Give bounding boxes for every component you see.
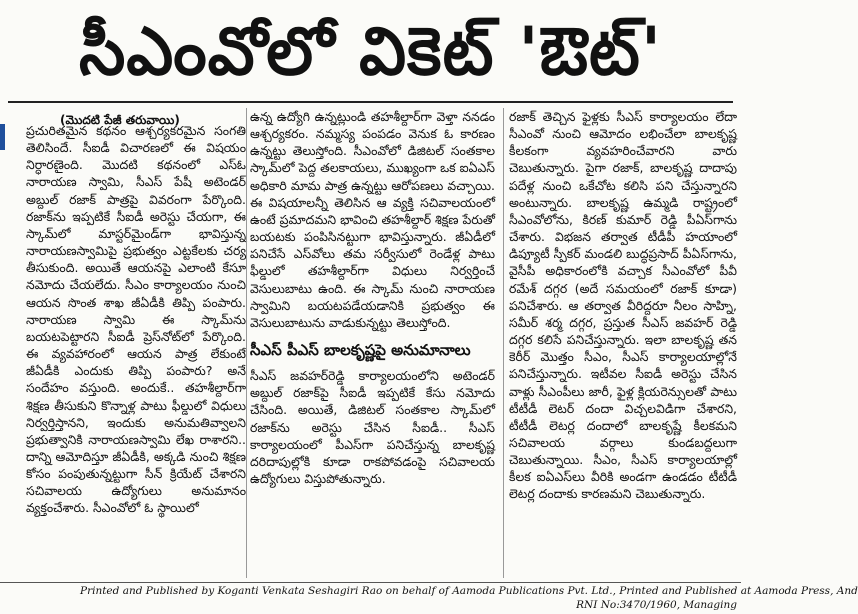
article-column-1 (26, 122, 246, 517)
column-2b-text: సీఎస్ జవహర్‌రెడ్డి కార్యాలయంలోని అటెండర్ అబ్దుల్ రజాక్‌పై సీఐడీ ఇప్పటికే కేసు నమోదు చేసింది. అయితే, డిజిటల్ సంతకాల స్కామ్‌లో రజాక్‌ను అరెస్టు చేసిన సీఐడీ.. సీఎస్ కార్యాలయంలో పీఎస్‌గా పనిచేస్తున్న బాలకృష్ణ దరిదాపుల్లోకి కూడా రాకపోవడంపై సచివాలయ ఉద్యోగులు విస్తుపోతున్నారు. (250, 368, 495, 486)
column-divider (503, 108, 504, 578)
footer-rule (0, 582, 741, 583)
column-2-text: ఉన్న ఉద్యోగి ఉన్నట్లుండి తహశీల్దార్‌గా వెళ్తా ననడం ఆశ్చర్యకరం. నమ్మస్య పంపడం వెనుక ఓ కారణం ఉన్నట్టు తెలుస్తోంది. సీఎంవోలో డిజిటల్ సంతకాల స్కామ్‌లో పెద్ద తలకాయలు, ముఖ్యంగా ఒక ఐఏఎస్ అధికారి మామ పాత్ర ఉన్నట్టు ఆరోపణలు వచ్చాయి. ఈ విషయాలన్నీ తెలిసిన ఆ వ్యక్తి సచివాలయంలో ఉంటే ప్రమాదమని భావించి తహశీల్దార్ శిక్షణ పేరుతో బయటకు పంపిసినట్టుగా భావిస్తున్నారు. జీఏడీలో పనిచేసే ఎస్‌వోలు తమ సర్వీసులో రెండేళ్ల పాటు ఫీల్డులో తహశీల్దార్‌గా విధులు నిర్వర్తించే వెసులుబాటు ఉంది. ఈ స్కామ్ నుంచి నారాయణ స్వామిని బయటపడేయడానికి ప్రభుత్వం ఈ వెసులుబాటును వాడుకున్నట్టు తెలుస్తోంది. (250, 109, 495, 330)
continuation-label: (మొదటి పేజీ తరువాయి) (60, 113, 180, 127)
column-3-text: రజాక్ తెచ్చిన ఫైళ్లకు సీఎస్ కార్యాలయం లేదా సీఎంవో నుంచి ఆమోదం లభించేలా బాలకృష్ణ కీలకంగా వ్యవహరించేవారని వారు చెబుతున్నారు. పైగా రజాక్, బాలకృష్ణ దాదాపు పదేళ్ల నుంచి ఒకేచోట కలిసి పని చేస్తున్నారని అంటున్నారు. బాలకృష్ణ ఉమ్మడి రాష్ట్రంలో సీఎంవోలోను, కిరణ్ కుమార్ రెడ్డి పీఏస్‌గాను చేశారు. విభజన తర్వాత టీడీపీ హయాంలో డిప్యూటీ స్పీకర్ మండలి బుద్ధప్రసాద్ పీఏస్‌గాను, వైసీపీ అధికారంలోకి వచ్చాక సీఎంవోలో పీవీ రమేశ్ దగ్గర (అదే సమయంలో రజాక్ కూడా) పనిచేశారు. ఆ తర్వాత వీరిద్దరూ నీలం సాహ్ని, సమీర్ శర్మ దగ్గర, ప్రస్తుత సీఎస్ జవహర్ రెడ్డి దగ్గర కలిసే పనిచేస్తున్నారు. ఇలా బాలకృష్ణ తన కెరీర్ మొత్తం సీఎం, సీఎస్ కార్యాలయాల్లోనే పనిచేస్తున్నారు. ఇటీవల సీఐడీ అరెస్టు చేసిన వాళ్లు సీఎంపీలు జారీ, ఫైళ్ల క్లియరెన్సులతో పాటు టీటీడీ లెటర్ దందా విచ్చలవిడిగా చేశారని, టీటీడీ లెటర్ల దందాలో బాలకృష్ణే కీలకమని సచివాలయ వర్గాలు కుండబద్దలుగా చెబుతున్నాయి. సీఎం, సీఎస్ కార్యాలయాల్లో కీలక ఐఏఎస్‌లు వీరికి అండగా ఉండడం టీటీడీ లెటర్ల దందాకు కారణమని చెబుతున్నారు. (509, 109, 737, 502)
column-divider (246, 108, 247, 578)
headline-rule (8, 101, 733, 103)
imprint-line: Printed and Published by Koganti Venkata Seshagiri Rao on behalf of Aamoda Publications Pvt. Ltd., Printed and Published at Aamoda Press, And (80, 585, 858, 597)
column-1-text: ప్రచురితమైన కథనం ఆశ్చర్యకరమైన సంగతి తెలిసిందే. సీఐడీ విచారణలో ఈ విషయం నిర్ధారణైంది. మొదటి కథనంలో ఎస్ఓ నారాయణ స్వామి, సీఎస్ పేషీ అటెండర్ అబ్దుల్ రజాక్ పాత్రపై వివరంగా పేర్కొంది. రజాక్‌ను ఇప్పటికే సీఐడీ అరెస్టు చేయగా, ఈ స్కామ్‌లో మాస్టర్‌మైండ్‌గా భావిస్తున్న నారాయణస్వామిపై ప్రభుత్వం ఎట్టకేలకు చర్య తీసుకుంది. అయితే ఆయనపై ఎలాంటి కేసూ నమోదు చేయలేదు. సీఎం కార్యాలయం నుంచి ఆయన సొంత శాఖ జీఏడీకి తిప్పి పంపారు. నారాయణ స్వామి ఈ స్కామ్‌ను బయటపెట్టారని సీఐడీ ప్రెస్‌నోట్‌లో పేర్కొంది. ఈ వ్యవహారంలో ఆయన పాత్ర లేకుంటే జీఏడీకి ఎందుకు తిప్పి పంపారు? అనే సందేహం వస్తుంది. అందుకే.. తహశీల్దార్‌గా శిక్షణ తీసుకుని కొన్నాళ్ల పాటు ఫీల్డులో విధులు నిర్వర్తిస్తానని, ఇందుకు అనుమతివ్వాలని ప్రభుత్వానికి నారాయణస్వామి లేఖ రాశారని.. దాన్ని ఆమోదిస్తూ జీఏడీకి, అక్కడి నుంచి శిక్షణ కోసం పంపుతున్నట్టుగా సీన్ క్రియేట్ చేశారని సచివాలయ ఉద్యోగులు అనుమానం వ్యక్తంచేశారు. సీఎంవోలో ఓ స్థాయిలో (26, 123, 246, 516)
article-column-2 (250, 108, 495, 487)
sub-headline: సీఎస్ పీఎస్ బాలకృష్ణపై అనుమానాలు (250, 341, 471, 360)
rni-number: RNI No:3470/1960, Managing (576, 599, 737, 611)
headline: సీఎంవోలో వికెట్ 'ఔట్' (78, 13, 663, 90)
accent-bar (0, 124, 5, 150)
article-column-3 (509, 108, 737, 503)
